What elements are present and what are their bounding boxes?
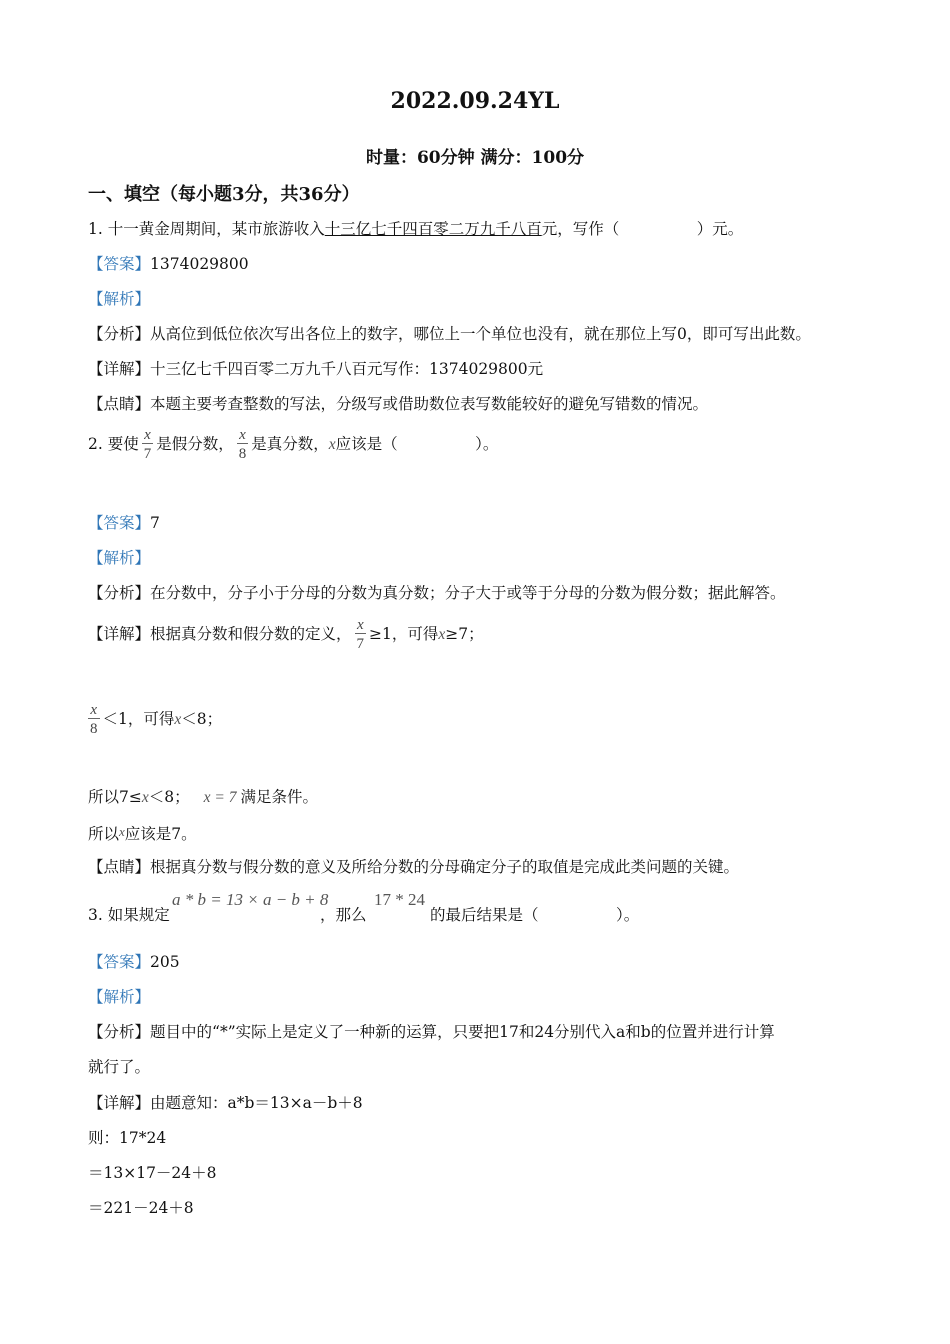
q2-analysis-tag: 【解析】: [88, 549, 151, 567]
fraction-x-over-8: $\frac{x}{8}$: [90, 702, 98, 737]
dianjing-text: 本题主要考查整数的写法，分级写或借助数位表写数能较好的避免写错数的情况。: [150, 395, 709, 413]
question-2: [88, 428, 498, 462]
exam-info: 时量：60分钟 满分：100分: [365, 148, 585, 168]
answer-tag: 【答案】: [88, 255, 151, 273]
q3-step1: 则：17*24: [88, 1129, 167, 1147]
fenxi-tag: 【分析】: [88, 325, 151, 343]
q2-dianjing: [88, 856, 739, 878]
xiangjie-tag: 【详解】: [88, 1094, 151, 1112]
q1-analysis-tag: 【解析】: [88, 290, 151, 308]
fenxi-tag: 【分析】: [88, 1023, 151, 1041]
q1-prefix: 1. 十一黄金周期间，某市旅游收入: [88, 220, 325, 238]
q3-mid: ，那么: [320, 906, 367, 924]
fraction-x-over-7: $\frac{x}{7}$: [143, 427, 152, 462]
q3-answer: [88, 951, 180, 973]
line4-prefix: 所以: [88, 825, 120, 843]
q3-xiangjie: [88, 1092, 363, 1114]
xiangjie-prefix: 根据真分数和假分数的定义，: [150, 625, 352, 643]
q2-var: x: [328, 436, 336, 453]
q1-underlined: 十三亿七千四百零二万九千八百: [324, 220, 542, 238]
answer-value: 205: [150, 953, 180, 971]
dianjing-text: 根据真分数与假分数的意义及所给分数的分母确定分子的取值是完成此类问题的关键。: [150, 858, 740, 876]
xiangjie-text: 十三亿七千四百零二万九千八百元写作：1374029800元: [150, 360, 544, 378]
line3-end: 满足条件。: [240, 788, 318, 806]
q1-xiangjie: [88, 358, 543, 380]
xiangjie-tag: 【详解】: [88, 625, 151, 643]
fenxi-tag: 【分析】: [88, 584, 151, 602]
line2-mid: ＜1，可得: [102, 710, 175, 728]
xiangjie-mid: ≥1，可得: [369, 625, 439, 643]
fraction-x-over-8: $\frac{x}{8}$: [238, 427, 247, 462]
line4-var: x: [119, 824, 125, 839]
q3-suffix: 的最后结果是（ ）。: [430, 906, 640, 924]
q1-dianjing: [88, 393, 708, 415]
xiangjie-tag: 【详解】: [88, 360, 151, 378]
q2-mid2: 是真分数，: [251, 435, 329, 453]
q2-mid1: 是假分数，: [156, 435, 234, 453]
answer-value: 7: [150, 514, 160, 532]
q2-fenxi: [88, 582, 786, 604]
question-1: [88, 218, 743, 240]
q3-fenxi-cont: 就行了。: [88, 1058, 151, 1076]
section-heading: 一、填空（每小题3分，共36分）: [88, 184, 360, 205]
q2-prefix: 2. 要使: [88, 435, 139, 453]
question-3: [88, 904, 170, 926]
q1-fenxi: [88, 323, 811, 345]
line3-prefix: 所以7≤: [88, 788, 142, 806]
line4-end: 应该是7。: [124, 825, 197, 843]
answer-tag: 【答案】: [88, 514, 151, 532]
q1-answer: [88, 253, 249, 275]
line3-var: x: [141, 789, 149, 806]
fenxi-text: 从高位到低位依次写出各位上的数字，哪位上一个单位也没有，就在那位上写0，即可写出此数。: [150, 325, 811, 343]
xiangjie-text: 由题意知：a*b＝13×a－b＋8: [150, 1094, 363, 1112]
fenxi-text: 在分数中，分子小于分母的分数为真分数；分子大于或等于分母的分数为假分数；据此解答。: [150, 584, 786, 602]
dianjing-tag: 【点睛】: [88, 858, 151, 876]
q3-prefix: 3. 如果规定: [88, 906, 170, 924]
line3-math: x = 7: [203, 789, 237, 806]
answer-value: 1374029800: [150, 255, 249, 273]
q1-suffix: 元，写作（ ）元。: [541, 220, 744, 238]
q3-step3: ＝221－24＋8: [88, 1199, 194, 1217]
fraction-x-over-7: $\frac{x}{7}$: [356, 617, 365, 652]
line3-mid: ＜8；: [148, 788, 190, 806]
q2-line2: [88, 703, 222, 737]
answer-tag: 【答案】: [88, 953, 151, 971]
q3-step2: ＝13×17－24＋8: [88, 1164, 217, 1182]
dianjing-tag: 【点睛】: [88, 395, 151, 413]
q2-line3: [88, 786, 318, 809]
q3-expr: 17 * 24: [374, 890, 425, 909]
line2-var: x: [174, 711, 182, 728]
q2-xiangjie: [88, 618, 484, 652]
q2-answer: [88, 512, 160, 534]
fenxi-text: 题目中的“*”实际上是定义了一种新的运算，只要把17和24分别代入a和b的位置并进行计算: [150, 1023, 775, 1041]
page-title: 2022.09.24YL: [390, 88, 560, 114]
q3-analysis-tag: 【解析】: [88, 988, 151, 1006]
q3-fenxi: [88, 1021, 775, 1043]
xiangjie-end: ≥7；: [445, 625, 484, 643]
xiangjie-var: x: [438, 626, 446, 643]
line2-end: ＜8；: [181, 710, 223, 728]
q2-line4: [88, 821, 197, 845]
q3-formula: a * b = 13 × a − b + 8: [172, 890, 329, 909]
q2-suffix: 应该是（ ）。: [335, 435, 499, 453]
